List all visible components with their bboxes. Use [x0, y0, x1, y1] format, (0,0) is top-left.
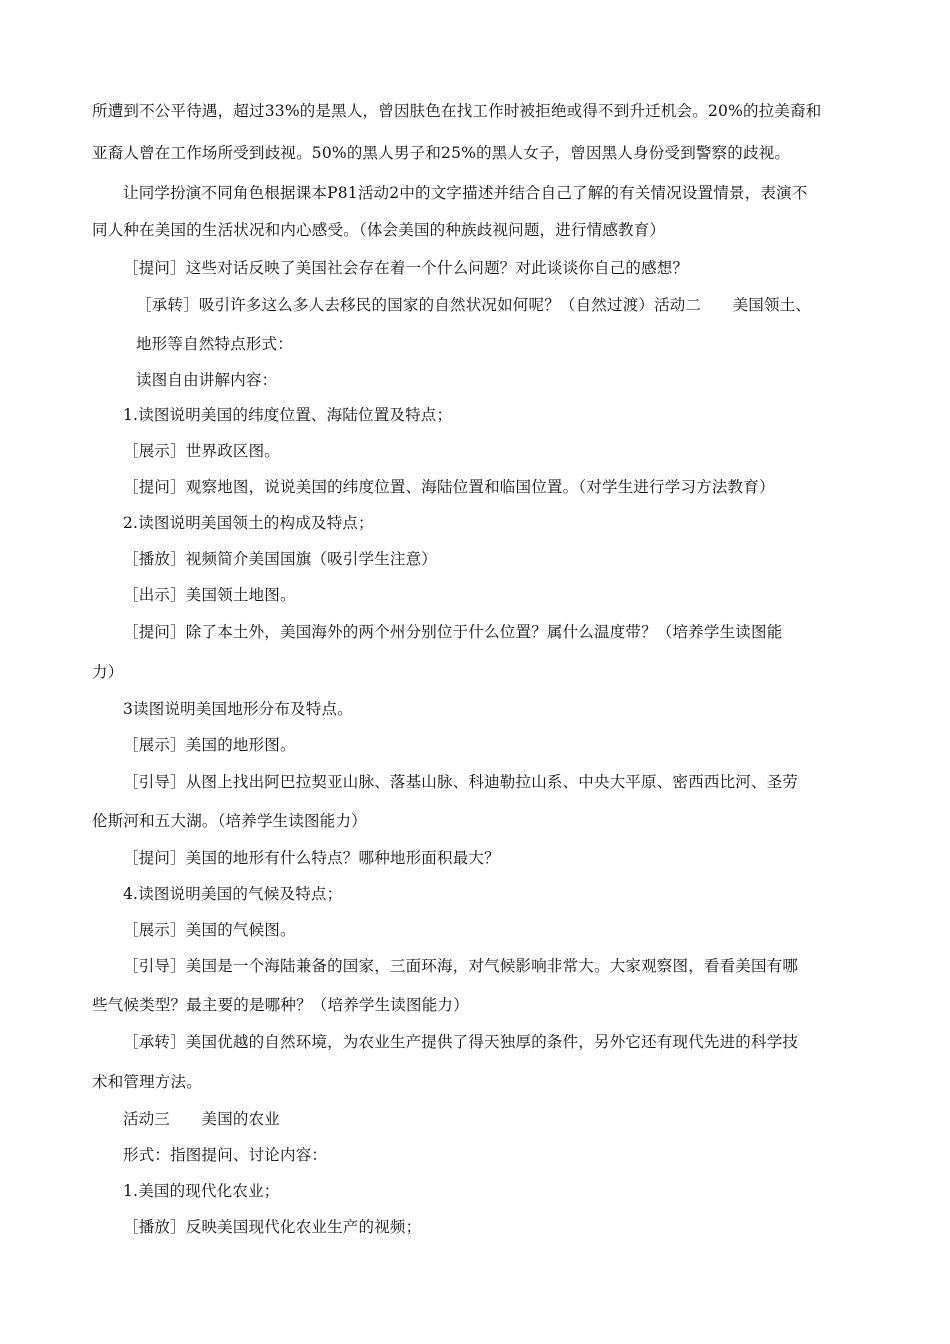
paragraph-line: 术和管理方法。: [92, 1073, 202, 1091]
paragraph-line: 1.读图说明美国的纬度位置、海陆位置及特点；: [123, 406, 453, 424]
paragraph-line: 力）: [92, 663, 124, 681]
paragraph-line: ［展示］美国的气候图。: [123, 921, 296, 939]
paragraph-line: 亚裔人曾在工作场所受到歧视。50%的黑人男子和25%的黑人女子，曾因黑人身份受到警察的歧视。: [92, 144, 791, 162]
paragraph-line: ［播放］反映美国现代化农业生产的视频；: [123, 1218, 422, 1236]
paragraph-line: ［提问］这些对话反映了美国社会存在着一个什么问题？对此谈谈你自己的感想？: [123, 259, 689, 277]
paragraph-line: 让同学扮演不同角色根据课本P81活动2中的文字描述并结合自己了解的有关情况设置情景，表演不: [123, 184, 808, 202]
section-heading: 活动三 美国的农业: [123, 1110, 281, 1128]
paragraph-line: 形式：指图提问、讨论内容：: [123, 1146, 328, 1164]
paragraph-line: ［展示］美国的地形图。: [123, 736, 296, 754]
paragraph-line: ［提问］美国的地形有什么特点？哪种地形面积最大？: [123, 849, 500, 867]
paragraph-line: 1.美国的现代化农业；: [123, 1182, 280, 1200]
paragraph-line: 2.读图说明美国领土的构成及特点；: [123, 514, 374, 532]
paragraph-line: ［引导］美国是一个海陆兼备的国家，三面环海，对气候影响非常大。大家观察图，看看美国有哪: [123, 957, 799, 975]
paragraph-line: ［提问］除了本土外，美国海外的两个州分别位于什么位置？属什么温度带？（培养学生读图能: [123, 623, 783, 641]
paragraph-line: ［承转］吸引许多这么多人去移民的国家的自然状况如何呢？（自然过渡）活动二 美国领土、: [136, 296, 812, 314]
paragraph-line: 所遭到不公平待遇，超过33%的是黑人，曾因肤色在找工作时被拒绝或得不到升迁机会。20%的拉美裔和: [92, 102, 822, 120]
paragraph-line: ［播放］视频简介美国国旗（吸引学生注意）: [123, 550, 438, 568]
paragraph-line: ［展示］世界政区图。: [123, 442, 281, 460]
paragraph-line: ［出示］美国领土地图。: [123, 586, 296, 604]
paragraph-line: 读图自由讲解内容：: [136, 371, 278, 389]
paragraph-line: ［承转］美国优越的自然环境，为农业生产提供了得天独厚的条件，另外它还有现代先进的科学技: [123, 1033, 799, 1051]
paragraph-line: ［引导］从图上找出阿巴拉契亚山脉、落基山脉、科迪勒拉山系、中央大平原、密西西比河、圣劳: [123, 773, 799, 791]
paragraph-line: 3读图说明美国地形分布及特点。: [123, 700, 353, 718]
paragraph-line: 同人种在美国的生活状况和内心感受。（体会美国的种族歧视问题，进行情感教育）: [92, 221, 666, 239]
paragraph-line: 伦斯河和五大湖。（培养学生读图能力）: [92, 812, 367, 830]
paragraph-line: 地形等自然特点形式：: [136, 335, 294, 353]
paragraph-line: 4.读图说明美国的气候及特点；: [123, 885, 343, 903]
paragraph-line: ［提问］观察地图，说说美国的纬度位置、海陆位置和临国位置。（对学生进行学习方法教育）: [123, 478, 775, 496]
paragraph-line: 些气候类型？最主要的是哪种？（培养学生读图能力）: [92, 996, 469, 1014]
